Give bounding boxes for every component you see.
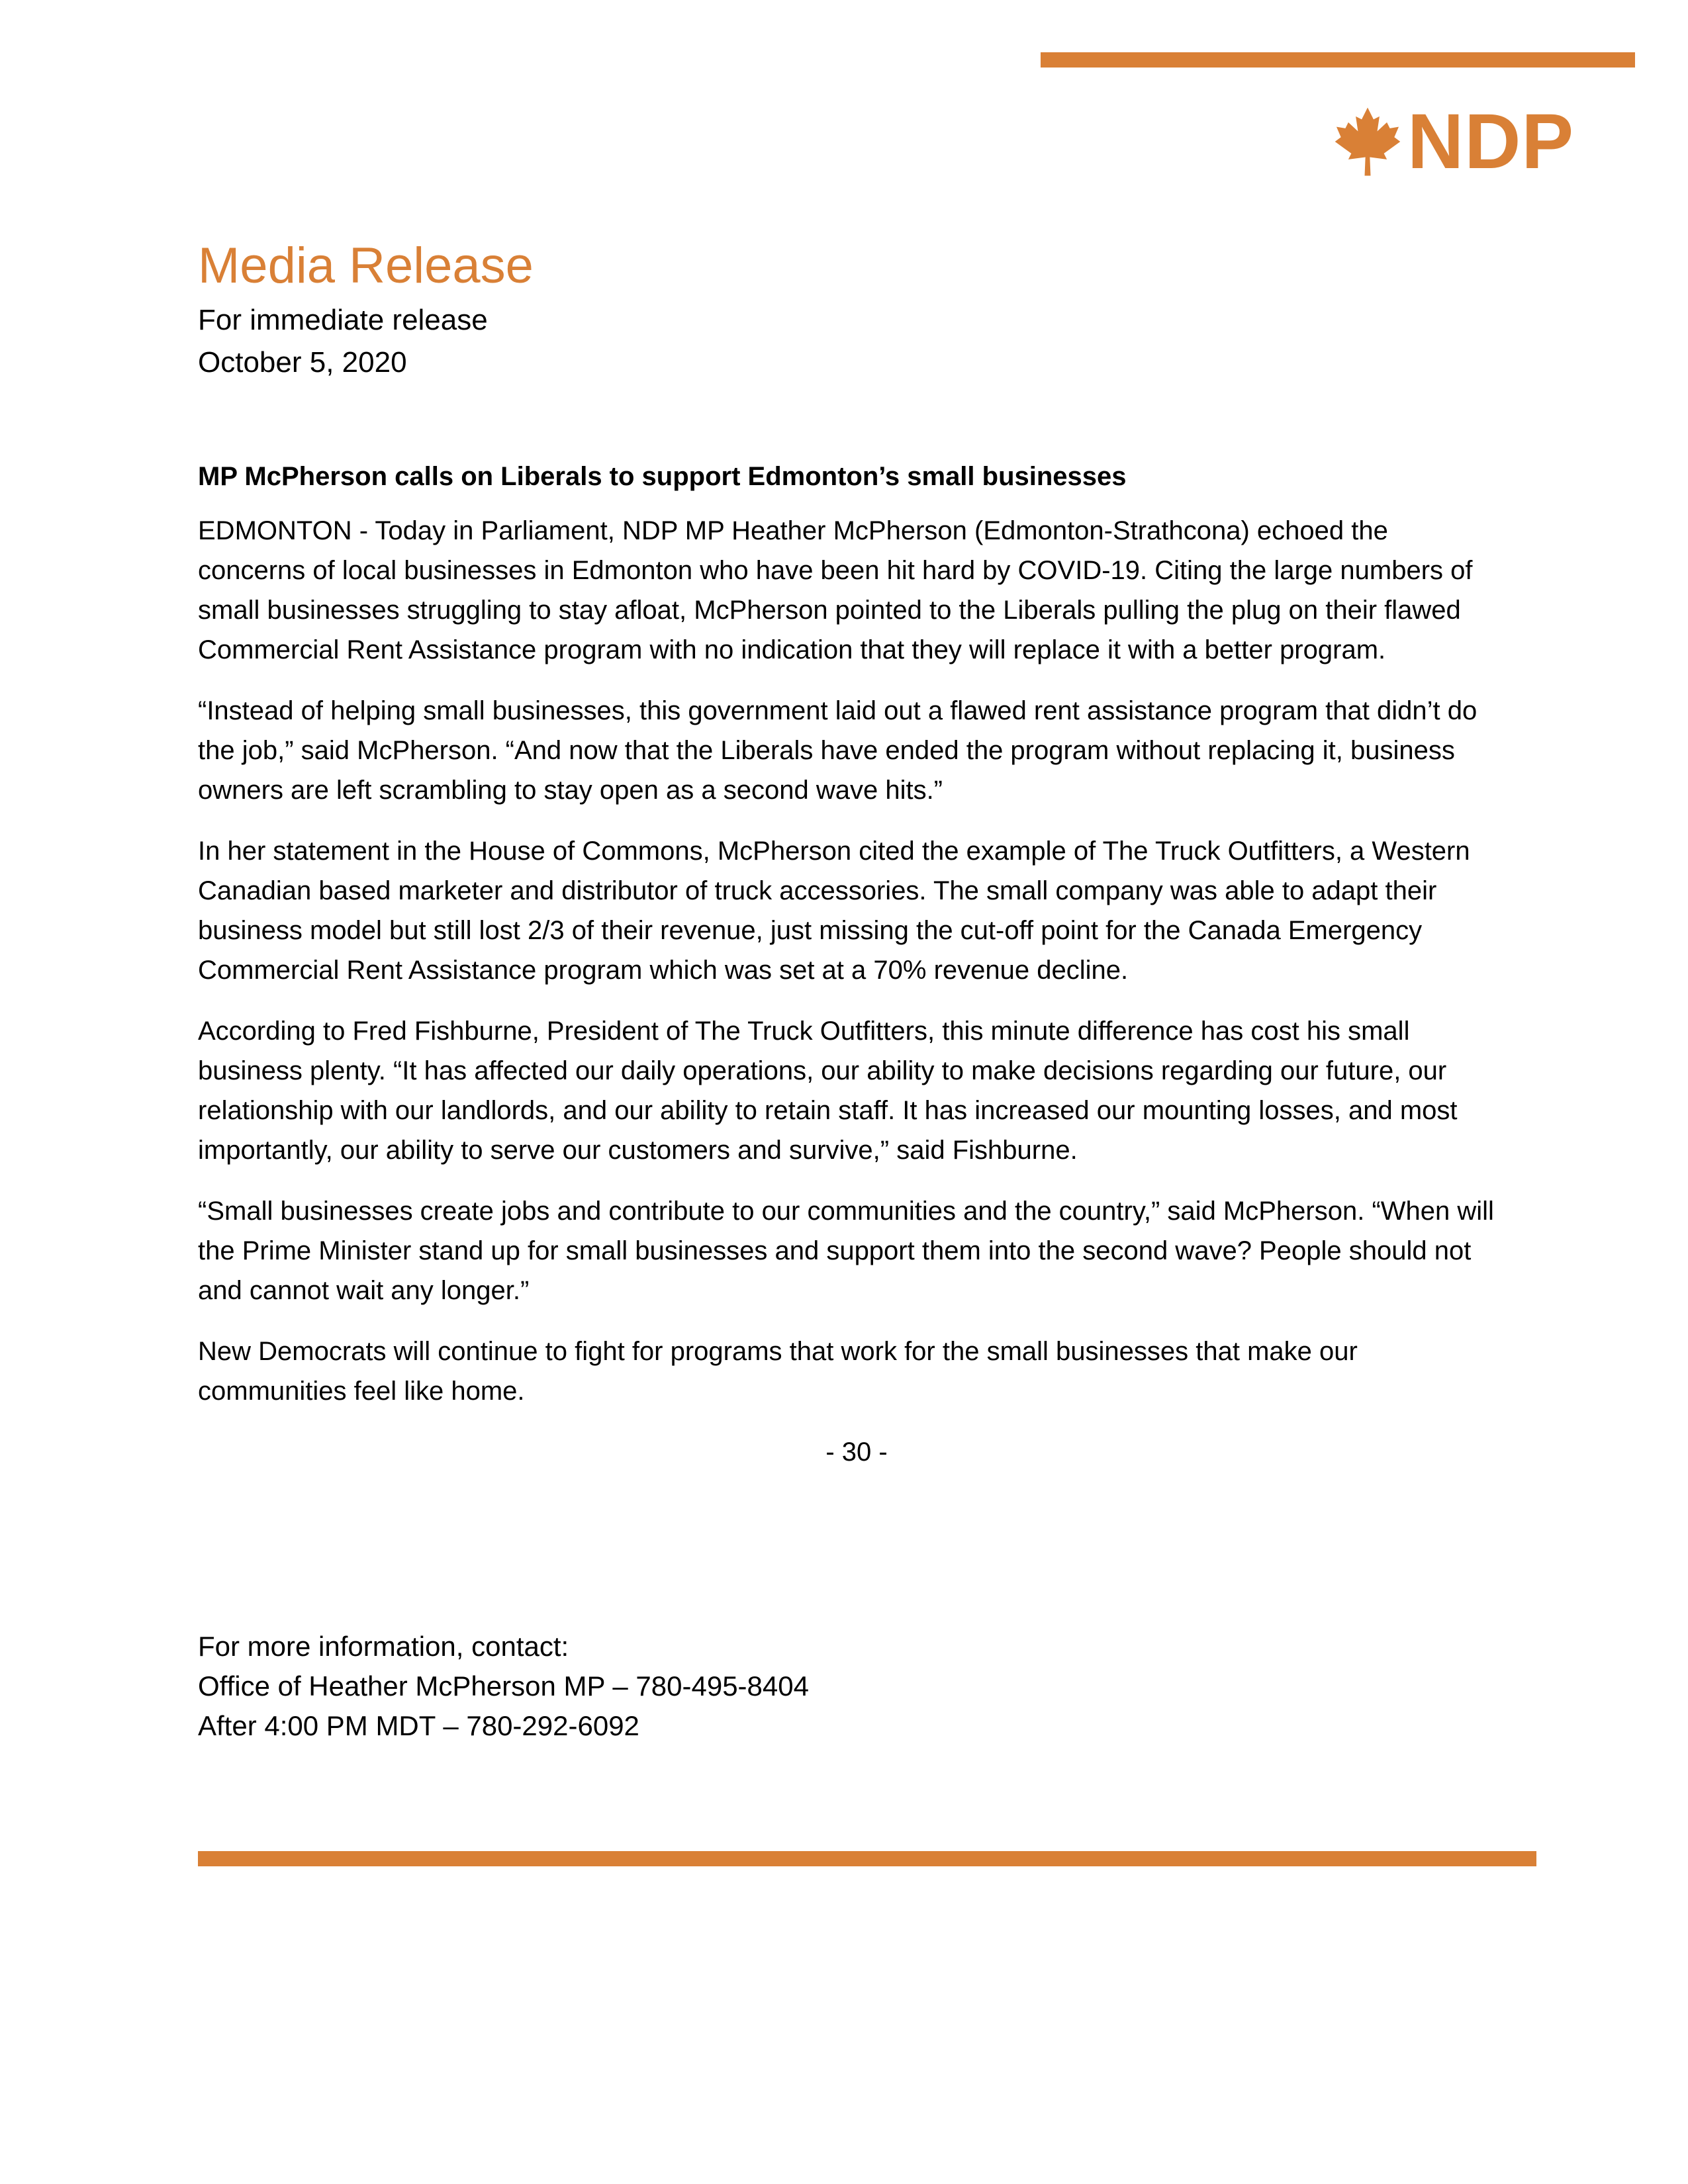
- release-body: [198, 233, 1495, 1472]
- paragraph: EDMONTON - Today in Parliament, NDP MP Heather McPherson (Edmonton-Strathcona) echoed the concerns of local businesses in Edmonton who have been hit hard by COVID-19. Citing the large numbers of small businesses struggling to stay afloat, McPherson pointed to the Liberals pulling the plug on their flawed Commercial Rent Assistance program with no indication that they will replace it with a better program.: [198, 516, 1473, 664]
- bottom-accent-rule: [198, 1851, 1536, 1866]
- logo-wordmark: NDP: [1407, 98, 1575, 185]
- contact-line: Office of Heather McPherson MP – 780-495-8404: [198, 1670, 809, 1702]
- release-date: October 5, 2020: [198, 346, 407, 379]
- ndp-logo: [1331, 98, 1575, 185]
- maple-leaf-icon: [1331, 105, 1405, 179]
- release-note: For immediate release: [198, 304, 488, 336]
- contact-block: [198, 1627, 809, 1746]
- paragraph: New Democrats will continue to fight for programs that work for the small businesses that make our communities feel like home.: [198, 1337, 1358, 1406]
- paragraph: According to Fred Fishburne, President of The Truck Outfitters, this minute difference has cost his small business plenty. “It has affected our daily operations, our ability to make decisions regarding our future, our relationship with our landlords, and our ability to retain staff. It has increased our mounting losses, and most importantly, our ability to serve our customers and survive,” said Fishburne.: [198, 1017, 1458, 1165]
- contact-heading: For more information, contact:: [198, 1631, 569, 1662]
- contact-line: After 4:00 PM MDT – 780-292-6092: [198, 1710, 639, 1741]
- paragraph: “Instead of helping small businesses, this government laid out a flawed rent assistance program that didn’t do the job,” said McPherson. “And now that the Liberals have ended the program without replacing it, business owners are left scrambling to stay open as a second wave hits.”: [198, 696, 1477, 805]
- page-title: Media Release: [198, 238, 534, 294]
- end-mark: - 30 -: [825, 1437, 888, 1467]
- headline: MP McPherson calls on Liberals to support Edmonton’s small businesses: [198, 462, 1127, 491]
- paragraph: In her statement in the House of Commons, McPherson cited the example of The Truck Outfitters, a Western Canadian based marketer and distributor of truck accessories. The small company was able to adapt their business model but still lost 2/3 of their revenue, just missing the cut-off point for the Canada Emergency Commercial Rent Assistance program which was set at a 70% revenue decline.: [198, 837, 1470, 985]
- top-accent-rule: [1041, 52, 1635, 68]
- paragraph: “Small businesses create jobs and contribute to our communities and the country,” said McPherson. “When will the Prime Minister stand up for small businesses and support them into the second wave? People should not and cannot wait any longer.”: [198, 1197, 1494, 1305]
